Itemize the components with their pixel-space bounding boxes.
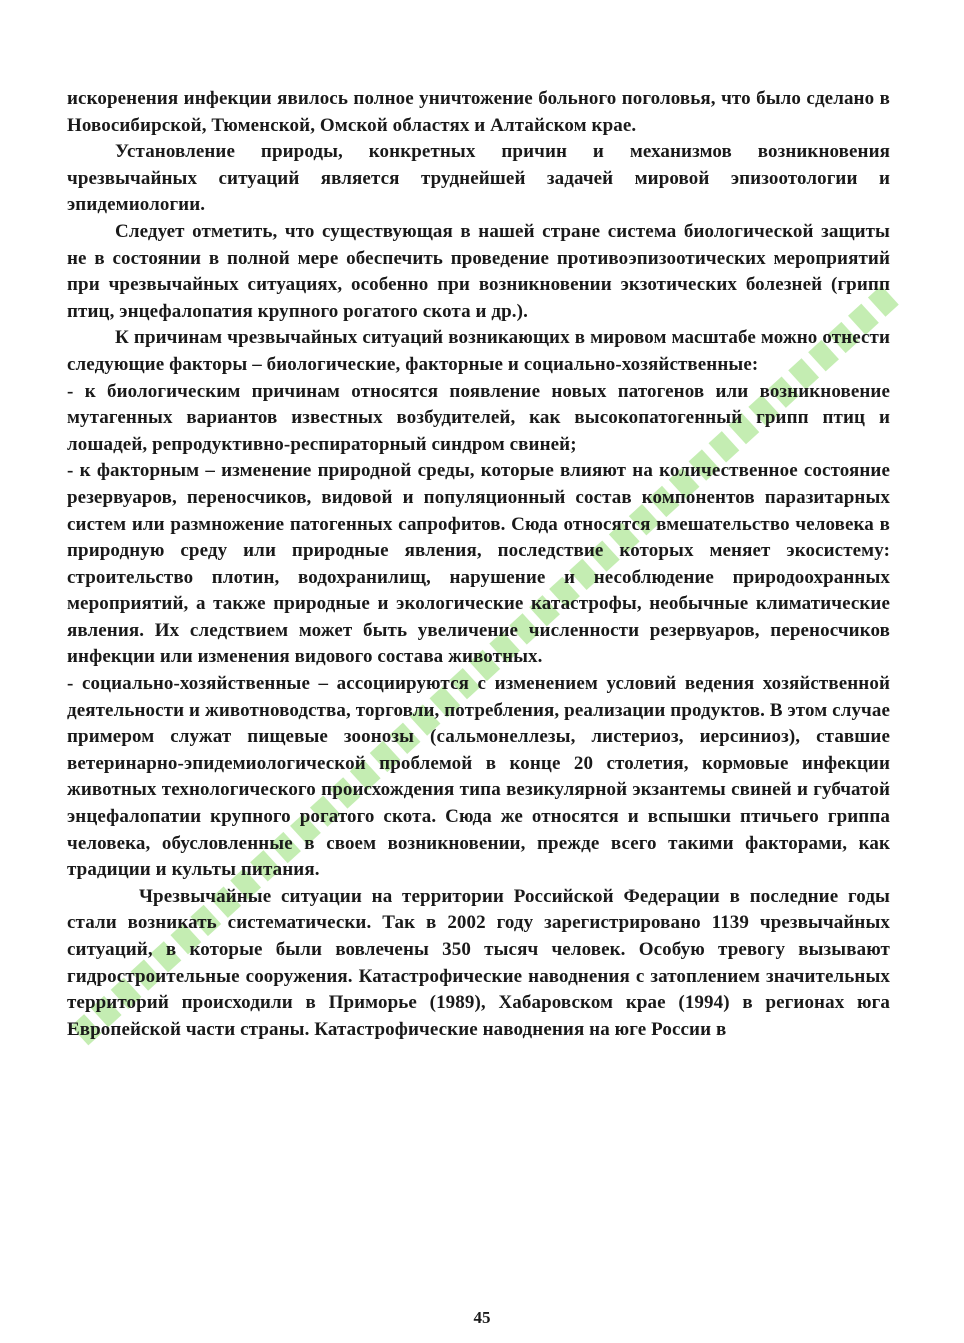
- paragraph: Чрезвычайные ситуации на территории Российской Федерации в последние годы стали возникать систематически. Так в 2002 году зарегистрировано 1139 чрезвычайных ситуаций, в которые были вовлечены 350 тысяч человек. Особую тревогу вызывают гидростроительные сооружения. Катастрофические наводнения с затоплением значительных территорий происходили в Приморье (1989), Хабаровском крае (1994) в регионах юга Европейской части страны. Катастрофические наводнения на юге России в: [67, 885, 890, 1040]
- page-number: 45: [473, 1308, 491, 1327]
- list-item-factor: - к факторным – изменение природной среды, которые влияют на количественное состояние резервуаров, переносчиков, видовой и популяционный состав компонентов паразитарных систем или размножение патогенных сапрофитов. Сюда относятся вмешательство человека в природную среду или природные явления, последствие которых меняет экосистему: строительство плотин, водохранилищ, нарушение и несоблюдение природоохранных мероприятий, а также природные и экологические катастрофы, необычные климатические явления. Их следствием может быть увеличение численности резервуаров, переносчиков инфекции или изменения видового состава животных.: [67, 460, 890, 668]
- paragraph: Следует отметить, что существующая в нашей стране система биологической защиты не в состоянии в полной мере обеспечить проведение противоэпизоотических мероприятий при чрезвычайных ситуациях, особенно при возникновении экзотических болезней (грипп птиц, энцефалопатия крупного рогатого скота и др.).: [67, 220, 890, 322]
- list-item-biological: - к биологическим причинам относятся появление новых патогенов или возникновение мутагенных вариантов известных возбудителей, как высокопатогенный грипп птиц и лошадей, репродуктивно-респираторный синдром свиней;: [67, 380, 890, 455]
- paragraph-continuation: искоренения инфекции явилось полное уничтожение больного поголовья, что было сделано в Новосибирской, Тюменской, Омской областях и Алтайском крае.: [67, 88, 890, 136]
- document-text: [67, 86, 890, 1043]
- paragraph: Установление природы, конкретных причин и механизмов возникновения чрезвычайных ситуаций является труднейшей задачей мировой эпизоотологии и эпидемиологии.: [67, 141, 890, 216]
- paragraph: К причинам чрезвычайных ситуаций возникающих в мировом масштабе можно отнести следующие факторы – биологические, факторные и социально-хозяйственные:: [67, 327, 890, 375]
- list-item-socio-economic: - социально-хозяйственные – ассоциируются с изменением условий ведения хозяйственной деятельности и животноводства, торговли, потребления, реализации продуктов. В этом случае примером служат пищевые зоонозы (сальмонеллезы, листериоз, иерсиниоз), ставшие ветеринарно-эпидемиологической проблемой в конце 20 столетия, кормовые инфекции животных технологического происхождения типа везикулярной экзантемы свиней и губчатой энцефалопатии крупного рогатого скота. Сюда же относятся и вспышки птичьего гриппа человека, обусловленные в своем возникновении, прежде всего такими факторами, как традиции и культы питания.: [67, 673, 890, 881]
